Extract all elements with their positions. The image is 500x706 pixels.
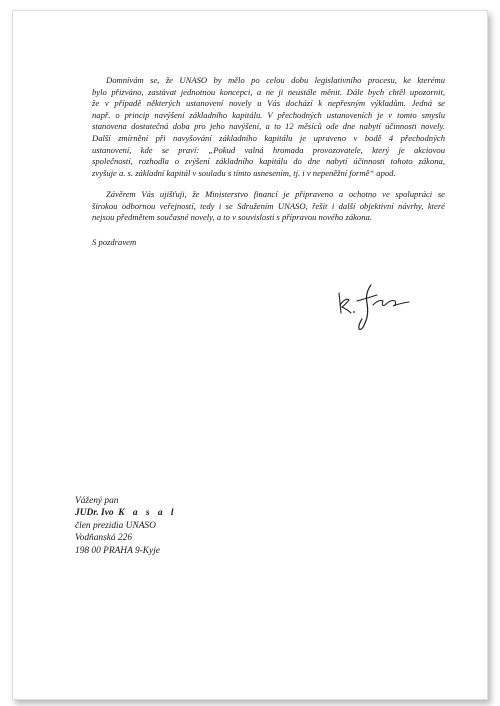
paragraph-2 xyxy=(92,189,445,224)
paragraph-1-line: stanovena dostatečná doba pro jeho navýšení, a to 12 měsíců ode dne nabytí účinnosti novely. xyxy=(92,121,445,132)
closing-text: S pozdravem xyxy=(92,237,137,247)
paragraph-1-line: zvyšuje a. s. základní kapitál v souladu s tímto usnesením, tj. i v nepeněžní formě“ apod. xyxy=(92,167,396,178)
paragraph-2-line: nejsou předmětem současné novely, a to v souvislosti s přípravou nového zákona. xyxy=(92,212,372,223)
recipient-surname: K a s a l xyxy=(118,508,177,519)
salutation: Vážený pan xyxy=(75,496,119,506)
closing xyxy=(92,237,445,249)
paragraph-2-line: Závěrem Vás ujišťuji, že Ministerstvo financí je připraveno a ochotno ve spolupráci se xyxy=(106,189,445,199)
recipient-title: JUDr. Ivo xyxy=(75,508,114,519)
handwritten-signature-icon xyxy=(335,279,425,339)
recipient-address xyxy=(75,495,177,557)
recipient-name xyxy=(75,507,177,519)
recipient-position: člen prezidia UNASO xyxy=(75,520,156,531)
paragraph-1-line: Další zmírnění při navyšování základního kapitálu je upraveno v bodě 4 přechodných xyxy=(92,132,445,143)
paragraph-1-line: že v případě některých ustanovení novely u Vás dochází k nepřesným výkladům. Jedná se xyxy=(92,98,445,109)
paragraph-1 xyxy=(92,75,445,179)
paragraph-1-line: např. o princip navýšení základního kapitálu. V přechodných ustanoveních je v tomto smyslu xyxy=(92,109,445,120)
paragraph-1-line: bylo přizváno, zastávat jednotnou koncepci, a ne ji neustále měnit. Dále bych chtěl upozornit, xyxy=(92,86,445,97)
paragraph-1-line: společností, rozhodla o zvýšení základního kapitálu do dne nabytí účinnosti tohoto zákona, xyxy=(92,156,445,167)
recipient-city: 198 00 PRAHA 9-Kyje xyxy=(75,545,160,556)
paragraph-2-line: širokou odbornou veřejností, tedy i se Sdružením UNASO, řešit i další objektivní návrhy, které xyxy=(92,200,445,211)
paragraph-1-line: ustanovení, kde se praví: „Pokud valná hromada provozovatele, který je akciovou xyxy=(92,144,445,155)
paragraph-1-line: Domnívám se, že UNASO by mělo po celou dobu legislativního procesu, ke kterému xyxy=(106,75,445,85)
recipient-street: Vodňanská 226 xyxy=(75,533,133,544)
letter-page xyxy=(12,10,488,700)
